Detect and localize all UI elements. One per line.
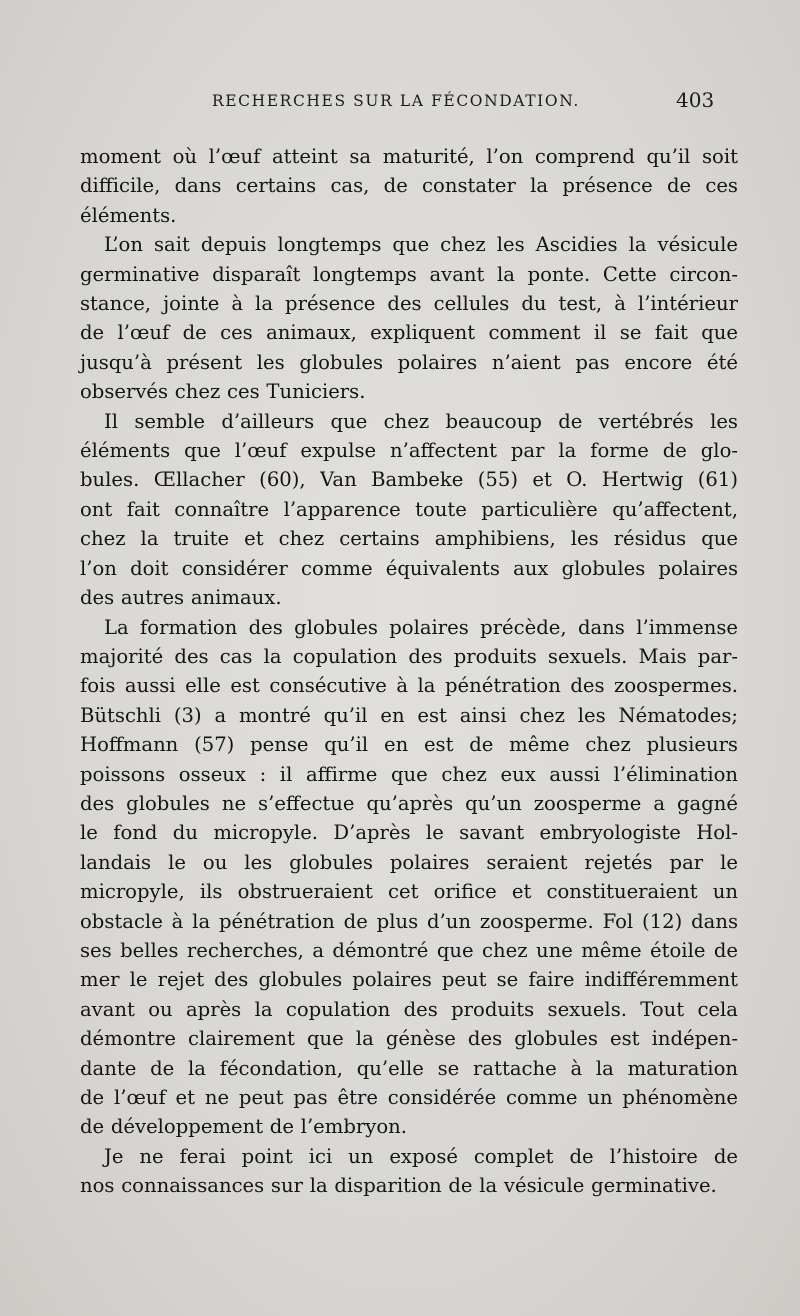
running-title: RECHERCHES SUR LA FÉCONDATION. [212,92,580,110]
text-line: éléments. [80,203,177,227]
text-line: ses belles recherches, a démontré que chez une même étoile de [80,938,738,962]
text-line: Il semble d’ailleurs que chez beaucoup de vertébrés les [104,409,738,433]
paragraph-3 [80,407,738,613]
text-line: observés chez ces Tuniciers. [80,380,366,404]
text-line: éléments que l’œuf expulse n’affectent par la forme de glo- [80,439,738,463]
text-line: moment où l’œuf atteint sa maturité, l’on comprend qu’il soit [80,145,738,168]
text-line: dante de la fécondation, qu’elle se rattache à la maturation [80,1056,738,1080]
text-line: La formation des globules polaires précède, dans l’immense [104,615,738,639]
text-line: de développement de l’embryon. [80,1115,407,1139]
text-line: l’on doit considérer comme équivalents aux globules polaires [80,556,738,580]
text-line: landais le ou les globules polaires seraient rejetés par le [80,850,738,874]
text-line: L’on sait depuis longtemps que chez les Ascidies la vésicule [104,233,738,257]
text-line: fois aussi elle est consécutive à la pénétration des zoospermes. [80,674,738,698]
text-line: des globules ne s’effectue qu’après qu’un zoosperme a gagné [80,791,738,815]
page-number: 403 [676,88,715,112]
text-line: Bütschli (3) a montré qu’il en est ainsi chez les Nématodes; [80,703,738,727]
text-line: poissons osseux : il affirme que chez eux aussi l’élimination [80,762,738,786]
text-line: des autres animaux. [80,586,282,610]
text-line: démontre clairement que la génèse des globules est indépen- [80,1027,738,1051]
text-line: obstacle à la pénétration de plus d’un zoosperme. Fol (12) dans [80,909,738,933]
paragraph-2 [80,230,738,406]
text-line: de l’œuf de ces animaux, expliquent comment il se fait que [80,321,738,345]
text-line: chez la truite et chez certains amphibiens, les résidus que [80,527,738,551]
text-line: germinative disparaît longtemps avant la ponte. Cette circon- [80,262,738,286]
text-line: de l’œuf et ne peut pas être considérée comme un phénomène [80,1086,738,1109]
text-line: difficile, dans certains cas, de constater la présence de ces [80,174,738,198]
text-line: avant ou après la copulation des produits sexuels. Tout cela [80,997,738,1021]
text-line: majorité des cas la copulation des produits sexuels. Mais par- [80,644,738,668]
text-line: mer le rejet des globules polaires peut se faire indifféremment [80,968,738,992]
text-line: jusqu’à présent les globules polaires n’aient pas encore été [80,350,738,374]
text-line: ont fait connaître l’apparence toute particulière qu’affectent, [80,497,738,521]
text-line: micropyle, ils obstrueraient cet orifice et constitueraient un [80,880,738,904]
paragraph-1 [80,142,738,230]
paragraph-4 [80,613,738,1142]
text-line: Je ne ferai point ici un exposé complet de l’histoire de [104,1144,738,1168]
page-header [0,88,800,118]
text-line: stance, jointe à la présence des cellules du test, à l’intérieur [80,292,738,316]
text-line: le fond du micropyle. D’après le savant embryologiste Hol- [80,821,738,845]
body-text [80,142,738,1201]
text-line: Hoffmann (57) pense qu’il en est de même chez plusieurs [80,733,738,757]
text-line: bules. Œllacher (60), Van Bambeke (55) et O. Hertwig (61) [80,468,738,492]
paragraph-5 [80,1142,738,1201]
text-line: nos connaissances sur la disparition de la vésicule germinative. [80,1174,717,1198]
